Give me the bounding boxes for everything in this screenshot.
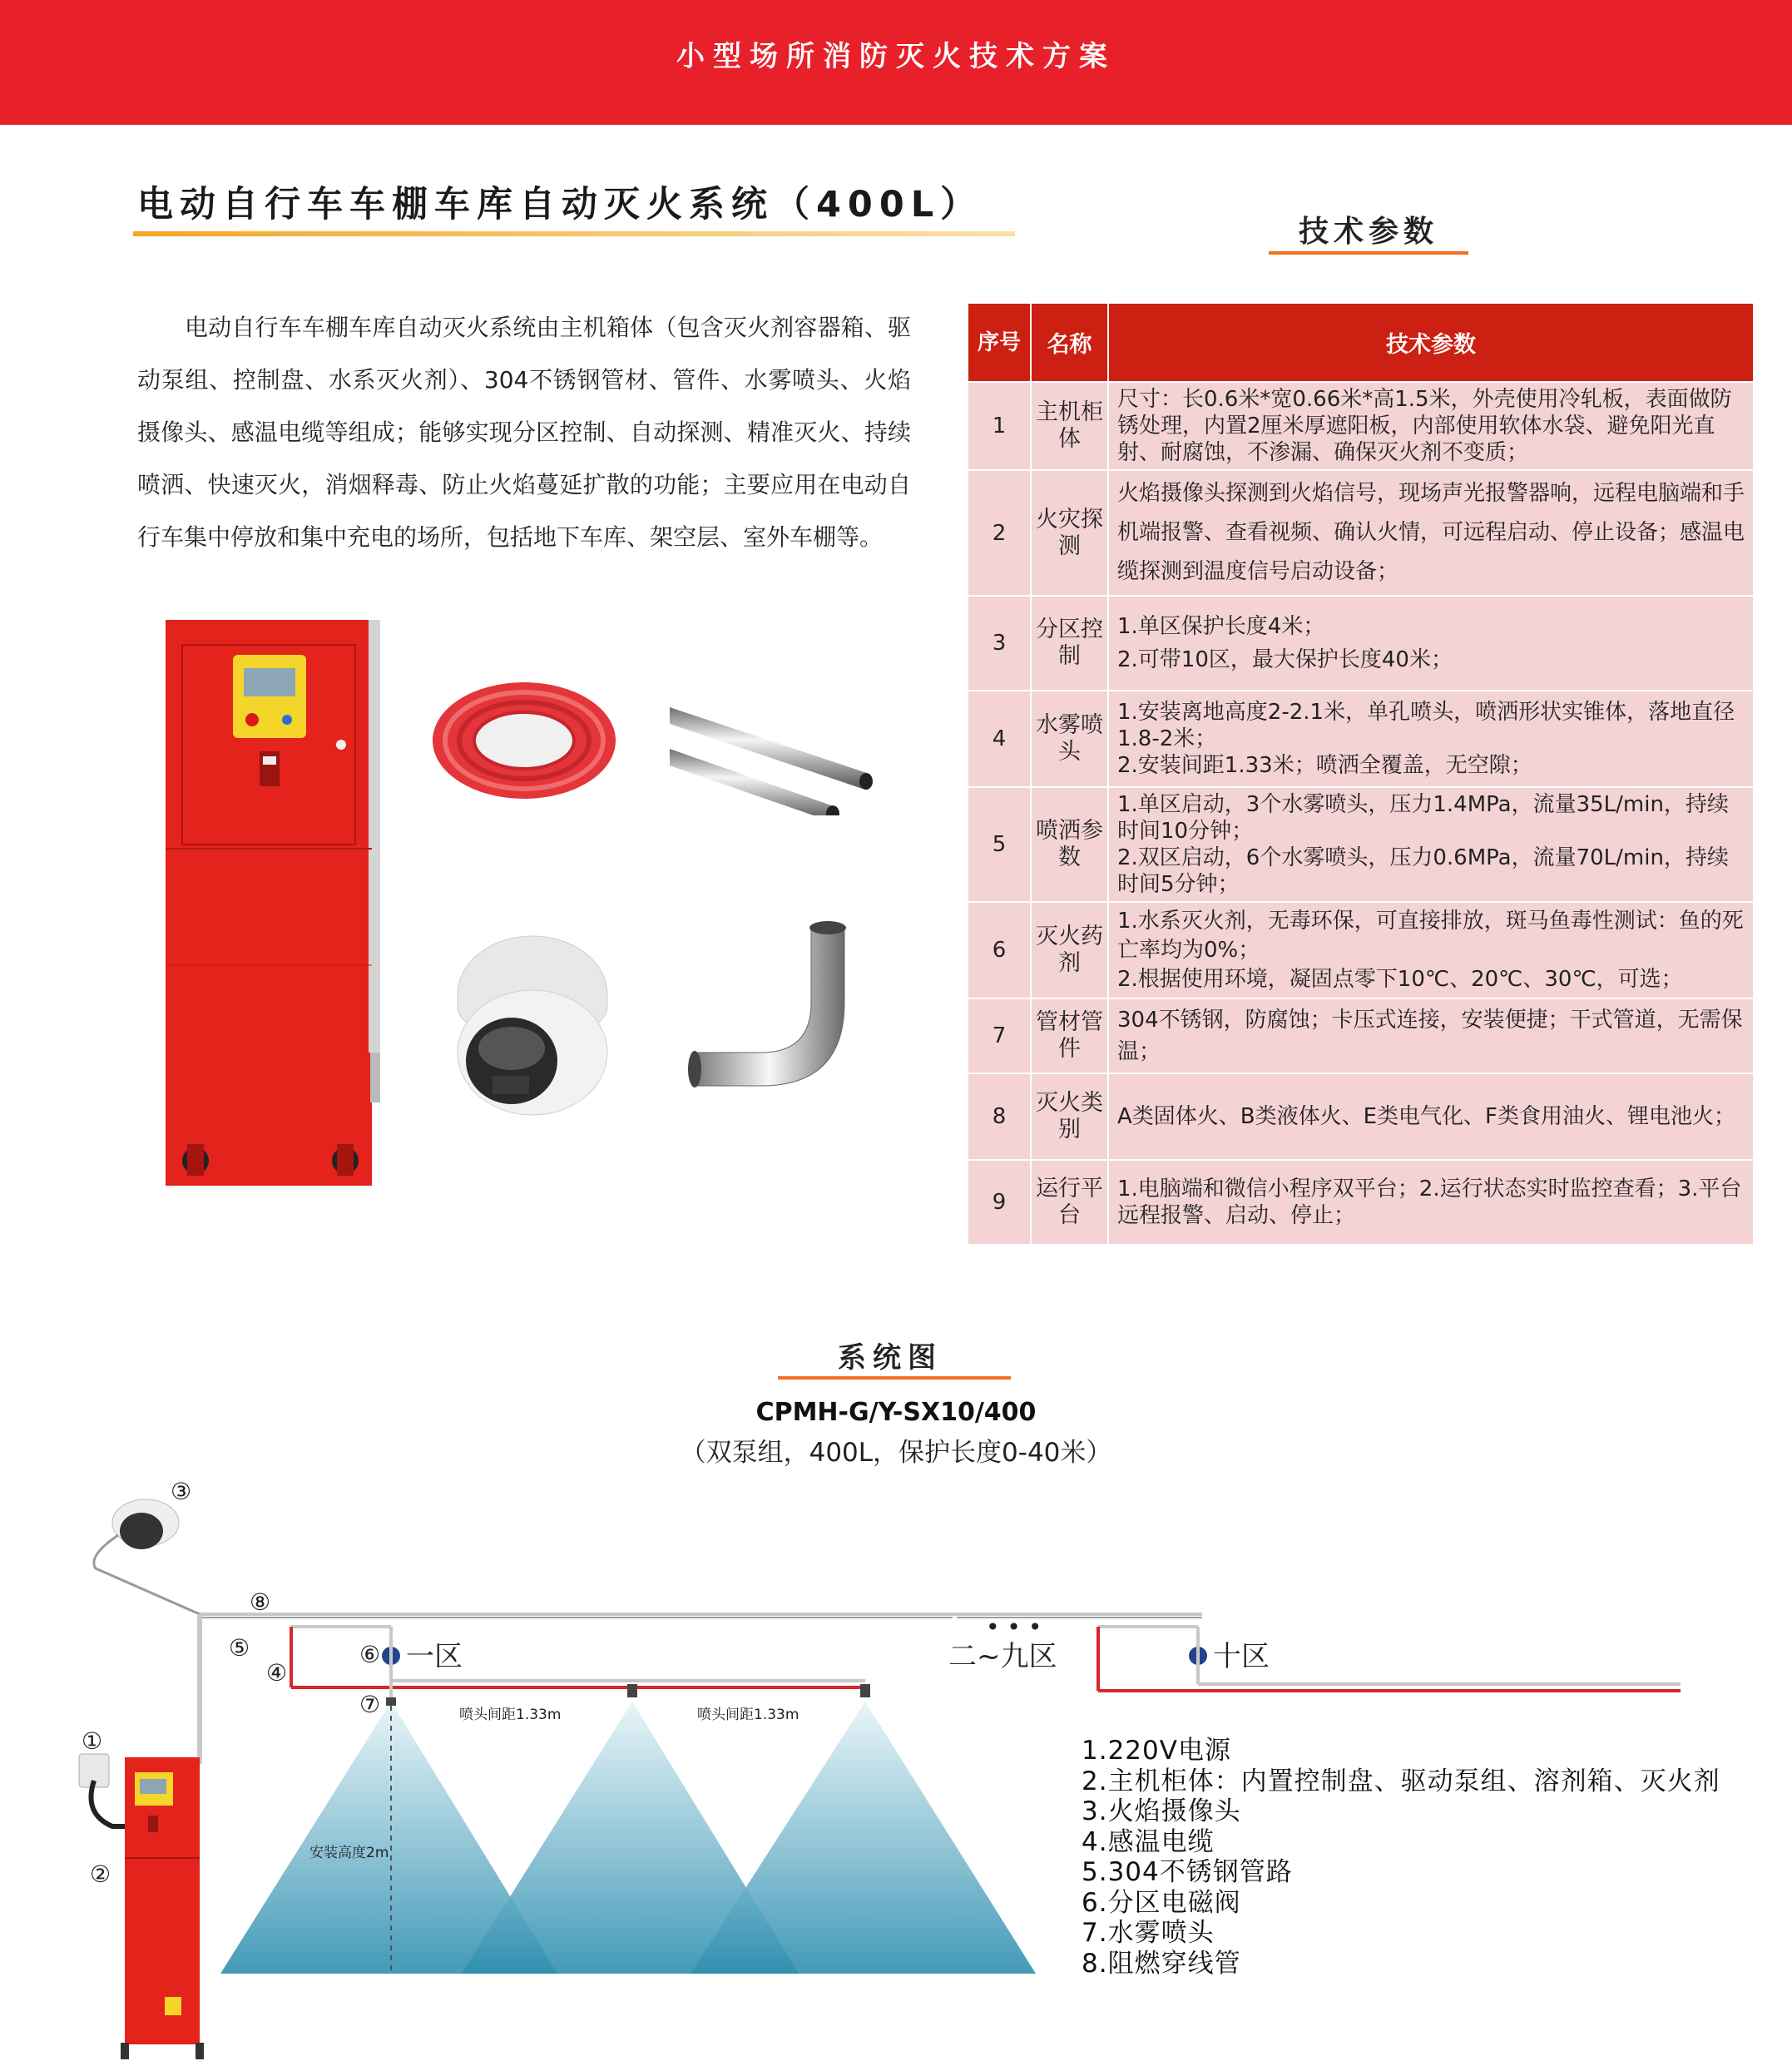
row-no: 3	[968, 596, 1031, 691]
row-desc: 304不锈钢，防腐蚀；卡压式连接，安装便捷；干式管道，无需保温；	[1108, 998, 1754, 1073]
small-cabinet-icon	[121, 1757, 204, 2059]
header-params: 技术参数	[1108, 303, 1754, 382]
ellipsis-dots: • • •	[986, 1613, 1042, 1641]
system-title-underline	[778, 1376, 1011, 1380]
legend-item: 8.阻燃穿线管	[1082, 1948, 1241, 1979]
table-row	[968, 1073, 1754, 1160]
table-row	[968, 596, 1754, 691]
title-underline	[133, 231, 1015, 236]
pipe-fitting-image	[686, 911, 869, 1094]
row-desc: 1.水系灭火剂，无毒环保，可直接排放，斑马鱼毒性测试：鱼的死亡率均为0%； 2.根据使用环境，凝固点零下10℃、20℃、30℃，可选；	[1108, 902, 1754, 998]
system-subtitle: （双泵组，400L，保护长度0-40米）	[680, 1438, 1112, 1468]
row-no: 5	[968, 787, 1031, 902]
spray-cone-3	[691, 1702, 1036, 1974]
zone-last-label: 十区	[1213, 1640, 1270, 1673]
row-name: 管材管件	[1031, 998, 1108, 1073]
row-desc: 火焰摄像头探测到火焰信号，现场声光报警器响，远程电脑端和手机端报警、查看视频、确认火情，可远程启动、停止设备；感温电缆探测到温度信号启动设备；	[1108, 470, 1754, 596]
table-row	[968, 998, 1754, 1073]
row-desc: 尺寸：长0.6米*宽0.66米*高1.5米，外壳使用冷轧板，表面做防锈处理，内置2厘米厚遮阳板，内部使用软体水袋、避免阳光直射、耐腐蚀，不渗漏、确保灭火剂不变质；	[1108, 382, 1754, 470]
row-desc: 1.单区启动，3个水雾喷头，压力1.4MPa，流量35L/min，持续时间10分钟； 2.双区启动，6个水雾喷头，压力0.6MPa，流量70L/min，持续时间5分钟；	[1108, 787, 1754, 902]
row-no: 7	[968, 998, 1031, 1073]
system-legend	[1082, 1736, 1720, 1979]
row-no: 4	[968, 691, 1031, 787]
legend-item: 4.感温电缆	[1082, 1826, 1215, 1857]
table-header-row	[968, 303, 1754, 382]
height-label: 安装高度2m	[309, 1845, 389, 1861]
page-title: 电动自行车车棚车库自动灭火系统（400L）	[137, 184, 983, 225]
table-row	[968, 1160, 1754, 1245]
tech-params-table	[967, 302, 1755, 1246]
legend-item: 2.主机柜体：内置控制盘、驱动泵组、溶剂箱、灭火剂	[1082, 1766, 1720, 1796]
row-name: 喷洒参数	[1031, 787, 1108, 902]
tech-params-title: 技术参数	[1298, 215, 1438, 249]
table-row	[968, 691, 1754, 787]
system-model: CPMH-G/Y-SX10/400	[755, 1398, 1037, 1427]
legend-item: 5.304不锈钢管路	[1082, 1857, 1293, 1887]
system-diagram-title: 系统图	[838, 1341, 943, 1375]
spacing-label-1: 喷头间距1.33m	[459, 1707, 562, 1723]
camera-icon	[112, 1499, 179, 1549]
table-row	[968, 787, 1754, 902]
header-no: 序号	[968, 303, 1031, 382]
marker-1: ①	[82, 1727, 103, 1755]
flame-camera-image	[441, 928, 624, 1119]
legend-item: 6.分区电磁阀	[1082, 1887, 1241, 1918]
row-name: 主机柜体	[1031, 382, 1108, 470]
marker-5: ⑤	[229, 1634, 250, 1662]
row-no: 6	[968, 902, 1031, 998]
row-name: 火灾探测	[1031, 470, 1108, 596]
spacing-label-2: 喷头间距1.33m	[697, 1707, 799, 1723]
top-banner	[0, 0, 1792, 125]
intro-paragraph: 电动自行车车棚车库自动灭火系统由主机箱体（包含灭火剂容器箱、驱动泵组、控制盘、水系灭火剂）、304不锈钢管材、管件、水雾喷头、火焰摄像头、感温电缆等组成；能够实现分区控制、自动探测、精准灭火、持续喷洒、快速灭火，消烟释毒、防止火焰蔓延扩散的功能；主要应用在电动自行车集中停放和集中充电的场所，包括地下车库、架空层、室外车棚等。	[137, 314, 911, 551]
zone-middle-label: 二~九区	[948, 1640, 1057, 1673]
row-name: 分区控制	[1031, 596, 1108, 691]
legend-item: 7.水雾喷头	[1082, 1918, 1215, 1948]
marker-2: ②	[90, 1860, 111, 1888]
marker-6: ⑥	[359, 1641, 381, 1668]
row-name: 运行平台	[1031, 1160, 1108, 1245]
heat-sensing-cable-image	[428, 678, 620, 803]
marker-8: ⑧	[250, 1588, 271, 1616]
table-row	[968, 470, 1754, 596]
row-desc: 1.安装离地高度2-2.1米，单孔喷头，喷洒形状实锥体，落地直径1.8-2米； 2.安装间距1.33米；喷洒全覆盖，无空隙；	[1108, 691, 1754, 787]
header-name: 名称	[1031, 303, 1108, 382]
row-name: 水雾喷头	[1031, 691, 1108, 787]
table-row	[968, 902, 1754, 998]
steel-pipe-image	[670, 691, 886, 815]
marker-7: ⑦	[359, 1691, 381, 1718]
tech-title-underline	[1269, 251, 1468, 255]
legend-item: 1.220V电源	[1082, 1736, 1231, 1766]
banner-title: 小型场所消防灭火技术方案	[676, 40, 1116, 73]
cabinet-image	[162, 620, 395, 1202]
marker-3: ③	[171, 1478, 192, 1505]
row-no: 2	[968, 470, 1031, 596]
row-no: 9	[968, 1160, 1031, 1245]
row-desc: 1.单区保护长度4米； 2.可带10区，最大保护长度40米；	[1108, 596, 1754, 691]
row-no: 8	[968, 1073, 1031, 1160]
legend-item: 3.火焰摄像头	[1082, 1796, 1241, 1826]
row-name: 灭火药剂	[1031, 902, 1108, 998]
row-no: 1	[968, 382, 1031, 470]
table-row	[968, 382, 1754, 470]
row-name: 灭火类别	[1031, 1073, 1108, 1160]
row-desc: A类固体火、B类液体火、E类电气化、F类食用油火、锂电池火；	[1108, 1073, 1754, 1160]
row-desc: 1.电脑端和微信小程序双平台；2.运行状态实时监控查看；3.平台远程报警、启动、停止；	[1108, 1160, 1754, 1245]
zone-first-label: 一区	[406, 1640, 463, 1673]
marker-4: ④	[266, 1659, 288, 1687]
